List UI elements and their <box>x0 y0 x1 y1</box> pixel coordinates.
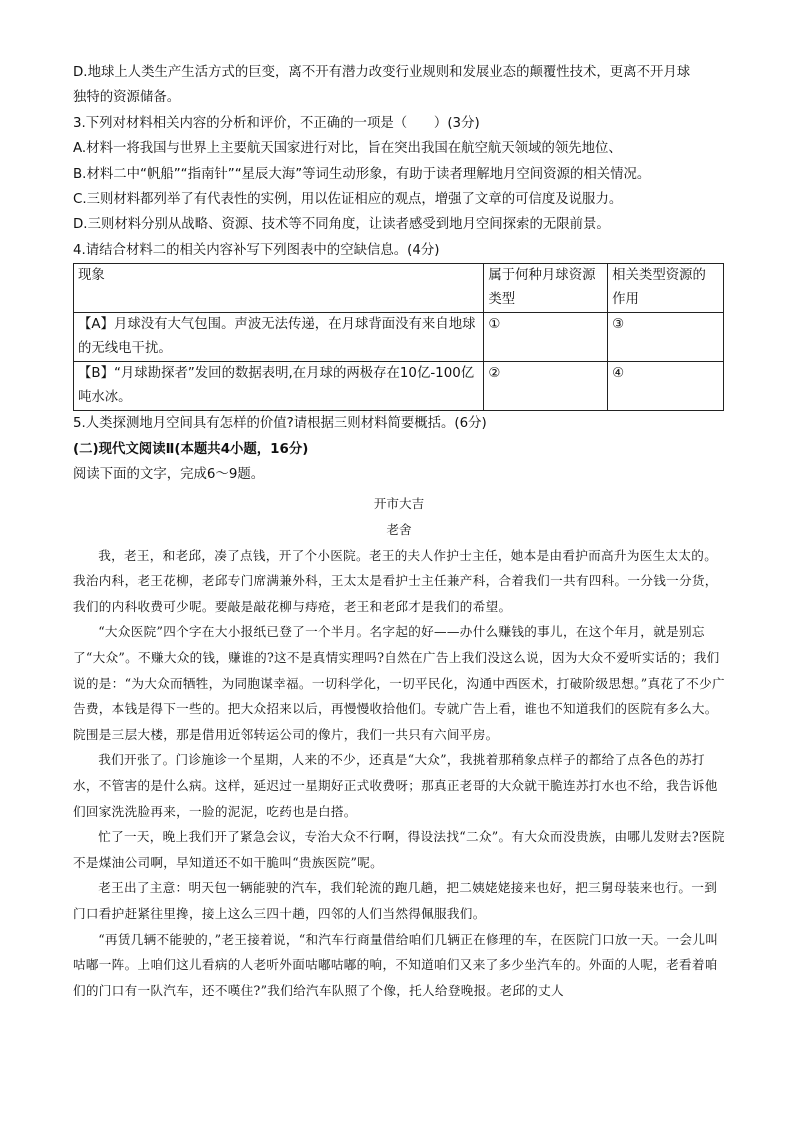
q2-option-d-line1: D.地球上人类生产生活方式的巨变，离不开有潜力改变行业规则和发展业态的颠覆性技术，更离不开月球 <box>73 65 691 80</box>
q5-stem: 5.人类探测地月空间具有怎样的价值?请根据三则材料简要概括。(6分) <box>73 416 487 432</box>
row-a-blank-1: ① <box>484 313 608 362</box>
story-text <box>73 491 725 1003</box>
q4-stem: 4.请结合材料二的相关内容补写下列图表中的空缺信息。(4分) <box>73 242 440 258</box>
q3-stem: 3.下列对材料相关内容的分析和评价，不正确的一项是（ ）(3分) <box>73 115 480 131</box>
header-phenomenon: 现象 <box>74 264 484 313</box>
story-paragraph: “再赁几辆不能驶的，”老王接着说，“和汽车行商量借给咱们几辆正在修理的车，在医院门口放一天。一会儿叫咕嘟一阵。上咱们这儿看病的人老听外面咕嘟咕嘟的响，不知道咱们又来了多少坐汽车的。外面的人呢，老看着咱们的门口有一队汽车，还不嘆住?”我们给汽车队照了个像，托人给登晚报。老邱的丈人 <box>73 931 719 998</box>
story-paragraph: 老王出了主意：明天包一辆能驶的汽车，我们轮流的跑几趟，把二姨姥姥接来也好，把三舅母装来也行。一到门口看护赶紧往里搀，接上这么三四十趟，四邻的人们当然得佩服我们。 <box>73 880 718 921</box>
story-title: 开市大吉 <box>373 496 425 512</box>
exam-page <box>73 60 725 1003</box>
q3-option-b: B.材料二中“帆船”“指南针”“星辰大海”等词生动形象，有助于读者理解地月空间资源的相关情况。 <box>73 166 651 182</box>
row-b-blank-4: ④ <box>608 362 724 411</box>
q3-option-d: D.三则材料分别从战略、资源、技术等不同角度，让读者感受到地月空间探索的无限前景。 <box>73 217 610 233</box>
row-b-phenomenon: 【B】“月球勘探者”发回的数据表明,在月球的两极存在10亿-100亿吨水冰。 <box>74 362 484 411</box>
row-b-blank-2: ② <box>484 362 608 411</box>
table-row <box>74 313 724 362</box>
table-header-row <box>74 264 724 313</box>
q2-option-d-line2: 独特的资源储备。 <box>73 90 181 106</box>
row-a-blank-3: ③ <box>608 313 724 362</box>
table-row <box>74 362 724 411</box>
q3-option-a: A.材料一将我国与世界上主要航天国家进行对比，旨在突出我国在航空航天领域的领先地位、 <box>73 141 622 157</box>
story-paragraph: 忙了一天，晚上我们开了紧急会议，专治大众不行啊，得设法找“二众”。有大众而没贵族，由哪儿发财去?医院不是煤油公司啊，早知道还不如干脆叫“贵族医院”呢。 <box>73 829 725 870</box>
story-paragraph: 我，老王，和老邱，凑了点钱，开了个小医院。老王的夫人作护士主任，她本是由看护而高升为医生太太的。我治内科，老王花柳，老邱专门席满兼外科，王太太是看护士主任兼产科，合着我们一共有四科。一分钱一分货，我们的内科收费可少呢。要敲是敲花柳与痔疮，老王和老邱才是我们的希望。 <box>73 547 718 614</box>
row-a-phenomenon: 【A】月球没有大气包围。声波无法传递，在月球背面没有来自地球的无线电干扰。 <box>74 313 484 362</box>
story-paragraph: “大众医院”四个字在大小报纸已登了一个半月。名字起的好——办什么赚钱的事儿，在这个年月，就是别忘了“大众”。不赚大众的钱，赚谁的?这不是真情实理吗?自然在广告上我们没这么说，因为大众不爱听实话的；我们说的是：“为大众而牺牲，为同胞谋幸福。一切科学化，一切平民化，沟通中西医术，打破阶级思想。”真花了不少广告费，本钱是得下一些的。把大众招来以后，再慢慢收拾他们。专就广告上看，谁也不知道我们的医院有多么大。院围是三层大楼，那是借用近邻转运公司的像片，我们一共只有六间平房。 <box>73 624 725 742</box>
q3-option-c: C.三则材料都列举了有代表性的实例，用以佐证相应的观点，增强了文章的可信度及说服力。 <box>73 192 623 208</box>
section-2-title: (二)现代文阅读Ⅱ(本题共4小题，16分) <box>73 441 309 457</box>
section-2-instruction: 阅读下面的文字，完成6～9题。 <box>73 467 265 483</box>
header-resource-use: 相关类型资源的作用 <box>608 264 724 313</box>
story-paragraph: 我们开张了。门诊施诊一个星期，人来的不少，还真是“大众”，我挑着那稍象点样子的都给了点各色的苏打水，不管害的是什么病。这样，延迟过一星期好正式收费呀；那真正老哥的大众就干脆连苏打水也不给，我告诉他们回家洗洗脸再来，一脸的泥泥，吃药也是白搭。 <box>73 752 718 819</box>
story-author: 老舍 <box>386 522 412 538</box>
header-resource-type: 属于何种月球资源类型 <box>484 264 608 313</box>
q4-table <box>73 263 724 411</box>
